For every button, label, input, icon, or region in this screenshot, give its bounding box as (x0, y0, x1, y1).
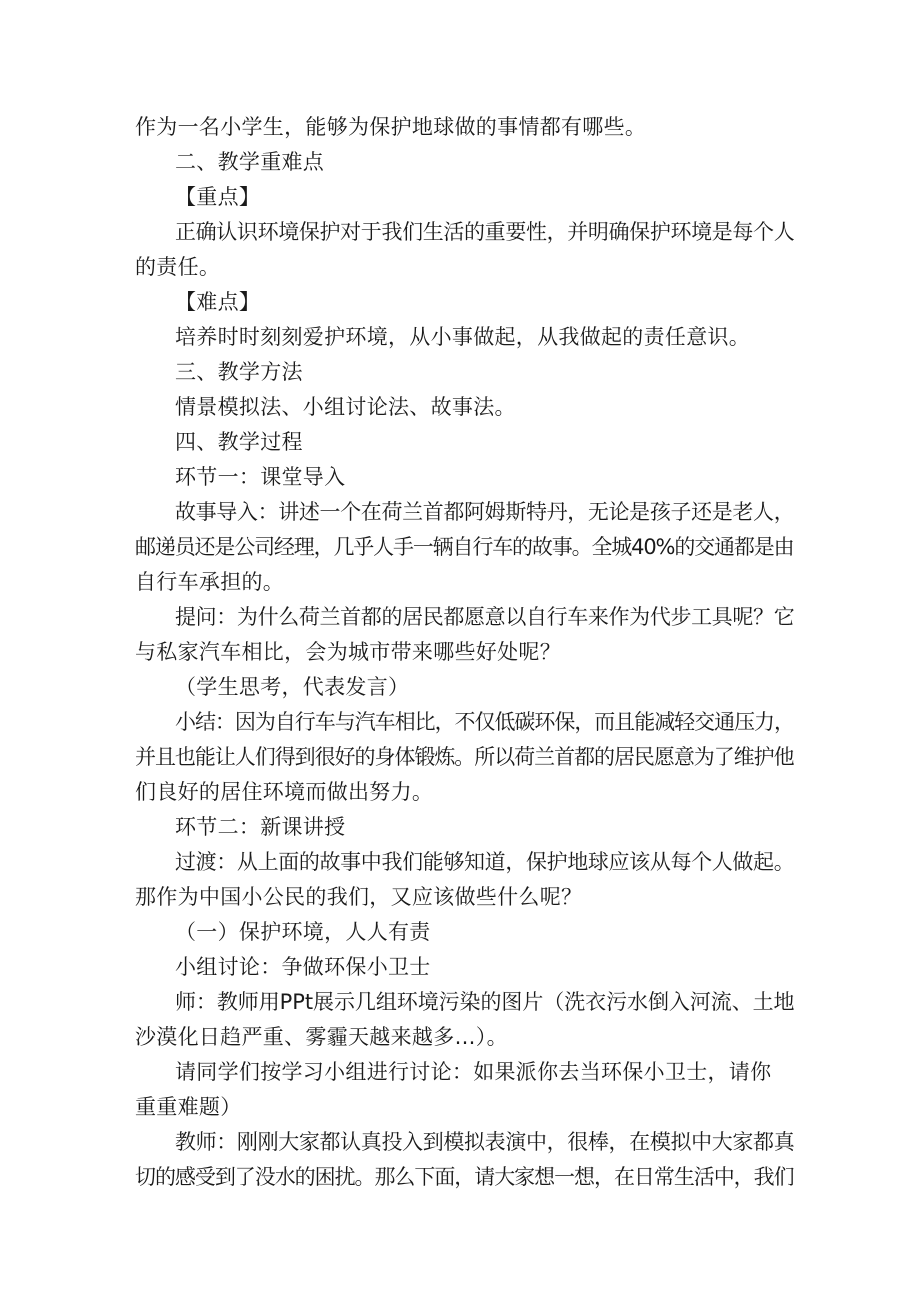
step-heading: 环节二：新课讲授 (175, 815, 346, 839)
text-line: 培养时时刻刻爱护环境，从小事做起，从我做起的责任意识。 (175, 325, 751, 349)
text-line: 情景模拟法、小组讨论法、故事法。 (175, 395, 516, 419)
section-heading: 四、教学过程 (175, 430, 303, 454)
text-line: 师：教师用PPt展示几组环境污染的图片（洗衣污水倒入河流、土地 (175, 990, 795, 1014)
text-line: 提问：为什么荷兰首都的居民都愿意以自行车来作为代步工具呢？它 (175, 605, 795, 629)
text-line: 邮递员还是公司经理，几乎人手一辆自行车的故事。全城40%的交通都是由 (135, 535, 794, 559)
step-heading: 环节一：课堂导入 (175, 465, 346, 489)
subsection-heading: （一）保护环境，人人有责 (175, 920, 431, 944)
text-line: （学生思考，代表发言） (175, 675, 410, 699)
text-line: 自行车承担的。 (135, 570, 285, 594)
text-line: 与私家汽车相比，会为城市带来哪些好处呢？ (135, 640, 561, 664)
section-heading: 二、教学重难点 (175, 150, 325, 174)
text-line: 那作为中国小公民的我们，又应该做些什么呢？ (135, 885, 583, 909)
text-line: 作为一名小学生，能够为保护地球做的事情都有哪些。 (135, 115, 647, 139)
text-line: 的责任。 (135, 255, 221, 279)
text-line: 过渡：从上面的故事中我们能够知道，保护地球应该从每个人做起。 (175, 850, 795, 874)
section-heading: 三、教学方法 (175, 360, 303, 384)
text-line: 故事导入：讲述一个在荷兰首都阿姆斯特丹，无论是孩子还是老人， (175, 500, 795, 524)
text-line: 正确认识环境保护对于我们生活的重要性，并明确保护环境是每个人 (175, 220, 795, 244)
text-line: 请同学们按学习小组进行讨论：如果派你去当环保小卫士，请你 (175, 1060, 772, 1084)
text-line: 教师：刚刚大家都认真投入到模拟表演中，很棒，在模拟中大家都真 (175, 1130, 795, 1154)
text-line: 并且也能让人们得到很好的身体锻炼。所以荷兰首都的居民愿意为了维护他 (135, 745, 794, 769)
subheading-difficulty: 【难点】 (175, 290, 261, 314)
text-line: 沙漠化日趋严重、雾霾天越来越多…）。 (135, 1025, 508, 1049)
text-line: 小组讨论：争做环保小卫士 (175, 955, 431, 979)
text-line: 小结：因为自行车与汽车相比，不仅低碳环保，而且能减轻交通压力， (175, 710, 794, 734)
text-line: 切的感受到了没水的困扰。那么下面，请大家想一想，在日常生活中，我们 (135, 1165, 794, 1189)
subheading-key-point: 【重点】 (175, 185, 261, 209)
text-line: 们良好的居住环境而做出努力。 (135, 780, 434, 804)
text-line: 重重难题） (135, 1095, 242, 1119)
